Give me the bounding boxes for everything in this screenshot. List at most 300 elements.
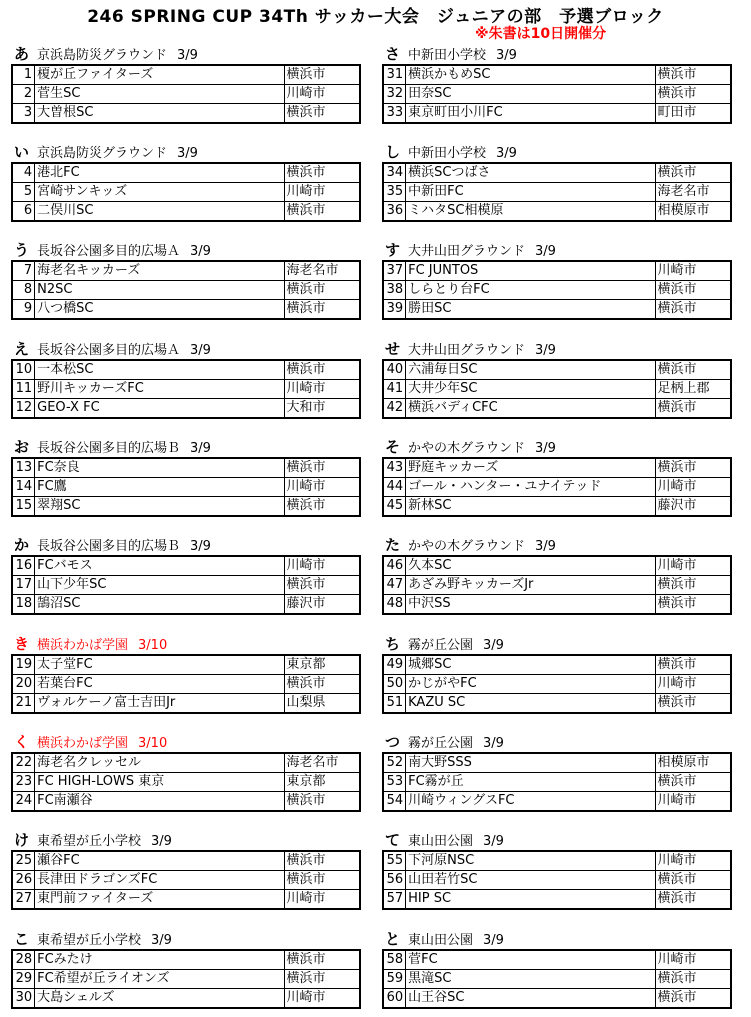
team-city: 横浜市 [284,300,360,320]
team-table [382,850,732,910]
team-number: 24 [12,792,35,812]
group-letter: お [14,438,30,456]
team-table [382,359,732,419]
table-row [12,478,360,497]
team-city: 横浜市 [284,851,360,871]
venue-name: 東希望が丘小学校 [37,933,142,948]
venue-name: 長坂谷公園多目的広場Ａ [37,343,181,358]
venue-name: 霧が丘公園 [408,736,474,751]
table-row [383,871,731,890]
team-table [11,260,361,320]
team-name: 中沢SS [406,595,655,615]
team-city: 横浜市 [655,773,731,792]
team-city: 横浜市 [655,970,731,989]
team-number: 53 [383,773,406,792]
group-letter: し [385,143,401,161]
group-block [11,634,361,714]
team-name: 若葉台FC [35,675,284,694]
team-city: 川崎市 [284,478,360,497]
team-city: 横浜市 [655,989,731,1009]
team-name: 黒滝SC [406,970,655,989]
team-number: 58 [383,950,406,970]
team-number: 2 [12,85,35,104]
team-city: 横浜市 [655,871,731,890]
team-city: 相模原市 [655,202,731,222]
table-row [12,694,360,714]
table-row [383,595,731,615]
group-block [382,830,732,910]
group-letter: え [14,340,30,358]
team-number: 1 [12,65,35,85]
team-number: 4 [12,163,35,183]
group-letter: そ [385,438,401,456]
team-city: 川崎市 [655,478,731,497]
team-name: 南大野SSS [406,753,655,773]
group-header [11,634,361,654]
table-row [12,655,360,675]
table-row [12,871,360,890]
team-number: 8 [12,281,35,300]
group-block [382,929,732,1009]
table-row [12,300,360,320]
group-letter: け [14,831,30,849]
team-name: 野川キッカーズFC [35,380,284,399]
team-number: 32 [383,85,406,104]
team-name: ヴォルケーノ富士吉田Jr [35,694,284,714]
group-header [11,437,361,457]
team-table [11,850,361,910]
team-name: 翠翔SC [35,497,284,517]
team-number: 17 [12,576,35,595]
group-header [382,830,732,850]
team-city: 東京都 [284,773,360,792]
match-date: 3/9 [151,834,172,849]
table-row [383,300,731,320]
table-row [383,753,731,773]
team-city: 川崎市 [655,556,731,576]
team-city: 海老名市 [284,753,360,773]
team-city: 川崎市 [655,675,731,694]
table-row [12,595,360,615]
venue-name: 長坂谷公園多目的広場Ｂ [37,441,181,456]
team-table [382,457,732,517]
table-row [12,753,360,773]
team-city: 川崎市 [284,85,360,104]
venue-name: かやの木グラウンド [408,441,526,456]
table-row [12,104,360,124]
group-block [382,142,732,222]
table-row [12,556,360,576]
group-header [11,240,361,260]
team-name: FC霧が丘 [406,773,655,792]
group-block [11,929,361,1009]
table-row [383,85,731,104]
team-table [11,162,361,222]
table-row [12,85,360,104]
team-number: 9 [12,300,35,320]
group-header [382,437,732,457]
team-number: 13 [12,458,35,478]
team-name: 菅FC [406,950,655,970]
team-name: FCバモス [35,556,284,576]
team-number: 14 [12,478,35,497]
match-date: 3/10 [138,638,168,653]
page-title: 246 SPRING CUP 34Th サッカー大会 ジュニアの部 予選ブロック [87,7,664,27]
team-city: 横浜市 [655,85,731,104]
table-row [383,399,731,419]
team-name: 城郷SC [406,655,655,675]
team-number: 47 [383,576,406,595]
group-letter: き [14,635,30,653]
team-city: 川崎市 [284,556,360,576]
table-row [383,497,731,517]
team-number: 59 [383,970,406,989]
team-name: 野庭キッカーズ [406,458,655,478]
team-number: 26 [12,871,35,890]
team-city: 横浜市 [284,497,360,517]
team-name: 横浜かもめSC [406,65,655,85]
group-header [382,634,732,654]
group-block [382,634,732,714]
team-table [382,162,732,222]
team-city: 横浜市 [284,792,360,812]
team-number: 60 [383,989,406,1009]
team-table [382,654,732,714]
table-row [383,65,731,85]
team-table [11,457,361,517]
group-letter: て [385,831,401,849]
team-number: 23 [12,773,35,792]
table-row [383,163,731,183]
table-row [12,675,360,694]
team-table [382,752,732,812]
team-number: 50 [383,675,406,694]
team-city: 横浜市 [655,458,731,478]
team-city: 横浜市 [655,281,731,300]
group-header [11,929,361,949]
team-table [11,949,361,1009]
team-table [382,260,732,320]
team-city: 藤沢市 [655,497,731,517]
team-number: 54 [383,792,406,812]
team-number: 27 [12,890,35,910]
match-date: 3/9 [190,244,211,259]
match-date: 3/10 [138,736,168,751]
group-header [382,929,732,949]
table-row [12,261,360,281]
group-letter: う [14,241,30,259]
team-number: 42 [383,399,406,419]
group-header [11,830,361,850]
table-row [383,773,731,792]
team-name: 新林SC [406,497,655,517]
team-city: 川崎市 [284,890,360,910]
table-row [383,576,731,595]
group-header [382,44,732,64]
match-date: 3/9 [190,441,211,456]
team-number: 35 [383,183,406,202]
table-row [383,281,731,300]
match-date: 3/9 [535,539,556,554]
group-block [11,535,361,615]
table-row [12,497,360,517]
venue-name: 東山田公園 [408,933,474,948]
team-name: 山田若竹SC [406,871,655,890]
group-letter: た [385,536,401,554]
team-number: 57 [383,890,406,910]
group-header [11,535,361,555]
team-number: 20 [12,675,35,694]
match-date: 3/9 [496,146,517,161]
team-name: 瀬谷FC [35,851,284,871]
team-number: 46 [383,556,406,576]
team-city: 横浜市 [655,399,731,419]
group-header [11,142,361,162]
team-name: 下河原NSC [406,851,655,871]
team-number: 5 [12,183,35,202]
venue-name: かやの木グラウンド [408,539,526,554]
team-name: 榎が丘ファイターズ [35,65,284,85]
group-letter: あ [14,45,30,63]
group-header [11,44,361,64]
team-number: 48 [383,595,406,615]
venue-name: 京浜島防災グラウンド [37,146,168,161]
group-letter: さ [385,45,401,63]
group-header [382,732,732,752]
group-block [11,142,361,222]
team-number: 44 [383,478,406,497]
team-name: 六浦毎日SC [406,360,655,380]
team-city: 東京都 [284,655,360,675]
table-row [12,773,360,792]
venue-name: 京浜島防災グラウンド [37,48,168,63]
team-number: 38 [383,281,406,300]
team-city: 藤沢市 [284,595,360,615]
team-name: 八つ橋SC [35,300,284,320]
table-row [12,851,360,871]
team-name: ゴール・ハンター・ユナイテッド [406,478,655,497]
table-row [383,360,731,380]
team-city: 横浜市 [284,970,360,989]
group-header [382,535,732,555]
team-name: KAZU SC [406,694,655,714]
team-name: 宮崎サンキッズ [35,183,284,202]
team-city: 大和市 [284,399,360,419]
group-header [11,732,361,752]
red-text-note: ※朱書は10日開催分 [475,26,607,42]
team-number: 16 [12,556,35,576]
team-name: 大曽根SC [35,104,284,124]
table-row [383,202,731,222]
team-name: FC鷹 [35,478,284,497]
group-block [11,830,361,910]
table-row [12,183,360,202]
match-date: 3/9 [190,539,211,554]
team-name: 太子堂FC [35,655,284,675]
team-city: 川崎市 [655,851,731,871]
venue-name: 横浜わかば学園 [37,736,129,751]
team-name: N2SC [35,281,284,300]
team-name: 東門前ファイターズ [35,890,284,910]
team-city: 横浜市 [284,360,360,380]
table-row [383,556,731,576]
team-name: 大島シェルズ [35,989,284,1009]
team-number: 36 [383,202,406,222]
table-row [12,281,360,300]
table-row [383,104,731,124]
venue-name: 霧が丘公園 [408,638,474,653]
team-table [11,64,361,124]
team-name: HIP SC [406,890,655,910]
team-number: 25 [12,851,35,871]
group-letter: す [385,241,401,259]
group-header [11,339,361,359]
team-city: 横浜市 [655,65,731,85]
team-city: 海老名市 [655,183,731,202]
table-row [383,851,731,871]
table-row [383,380,731,399]
team-city: 横浜市 [655,890,731,910]
team-city: 川崎市 [655,950,731,970]
venue-name: 大井山田グラウンド [408,244,526,259]
group-letter: か [14,536,30,554]
team-name: 長津田ドラゴンズFC [35,871,284,890]
venue-name: 長坂谷公園多目的広場Ｂ [37,539,181,554]
team-number: 10 [12,360,35,380]
team-city: 川崎市 [655,261,731,281]
team-name: 一本松SC [35,360,284,380]
team-city: 横浜市 [284,871,360,890]
team-name: 川崎ウィングスFC [406,792,655,812]
team-number: 18 [12,595,35,615]
table-row [383,989,731,1009]
table-row [12,970,360,989]
team-name: しらとり台FC [406,281,655,300]
venue-name: 東希望が丘小学校 [37,834,142,849]
team-number: 22 [12,753,35,773]
table-row [383,478,731,497]
table-row [383,675,731,694]
table-row [383,655,731,675]
team-city: 横浜市 [655,694,731,714]
group-letter: つ [385,733,401,751]
team-number: 11 [12,380,35,399]
group-letter: ち [385,635,401,653]
match-date: 3/9 [535,441,556,456]
team-number: 31 [383,65,406,85]
team-name: 横浜SCつばさ [406,163,655,183]
match-date: 3/9 [496,48,517,63]
team-city: 横浜市 [655,300,731,320]
team-city: 川崎市 [284,183,360,202]
team-name: 勝田SC [406,300,655,320]
venue-name: 中新田小学校 [408,146,487,161]
team-number: 33 [383,104,406,124]
group-block [382,44,732,124]
match-date: 3/9 [483,638,504,653]
team-city: 横浜市 [284,281,360,300]
table-row [12,792,360,812]
venue-name: 大井山田グラウンド [408,343,526,358]
team-city: 横浜市 [284,163,360,183]
venue-name: 長坂谷公園多目的広場Ａ [37,244,181,259]
team-city: 横浜市 [284,576,360,595]
table-row [383,458,731,478]
team-name: 山下少年SC [35,576,284,595]
team-name: FC HIGH-LOWS 東京 [35,773,284,792]
table-row [383,792,731,812]
group-block [11,240,361,320]
group-header [382,339,732,359]
team-table [382,555,732,615]
team-number: 40 [383,360,406,380]
team-name: 中新田FC [406,183,655,202]
group-block [11,732,361,812]
group-block [11,44,361,124]
group-block [382,339,732,419]
team-number: 15 [12,497,35,517]
team-number: 6 [12,202,35,222]
team-table [382,949,732,1009]
group-letter: こ [14,930,30,948]
team-city: 横浜市 [284,675,360,694]
team-name: 山王谷SC [406,989,655,1009]
team-name: 久本SC [406,556,655,576]
venue-name: 東山田公園 [408,834,474,849]
table-row [12,458,360,478]
team-name: 海老名キッカーズ [35,261,284,281]
group-letter: せ [385,340,401,358]
team-city: 海老名市 [284,261,360,281]
team-name: FC希望が丘ライオンズ [35,970,284,989]
table-row [383,970,731,989]
match-date: 3/9 [483,933,504,948]
team-number: 51 [383,694,406,714]
team-number: 41 [383,380,406,399]
team-name: 東京町田小川FC [406,104,655,124]
team-number: 39 [383,300,406,320]
team-city: 川崎市 [284,380,360,399]
table-row [383,261,731,281]
team-number: 52 [383,753,406,773]
team-number: 30 [12,989,35,1009]
group-block [382,535,732,615]
match-date: 3/9 [483,834,504,849]
match-date: 3/9 [151,933,172,948]
team-name: 海老名クレッセル [35,753,284,773]
team-table [382,64,732,124]
team-name: ミハタSC相模原 [406,202,655,222]
team-number: 19 [12,655,35,675]
table-row [12,989,360,1009]
team-city: 川崎市 [655,792,731,812]
team-name: FCみたけ [35,950,284,970]
group-block [382,732,732,812]
team-name: 大井少年SC [406,380,655,399]
team-number: 56 [383,871,406,890]
team-city: 川崎市 [284,989,360,1009]
team-number: 49 [383,655,406,675]
team-name: FC奈良 [35,458,284,478]
team-city: 横浜市 [655,576,731,595]
table-row [12,950,360,970]
team-name: GEO-X FC [35,399,284,419]
team-city: 相模原市 [655,753,731,773]
team-city: 横浜市 [284,65,360,85]
team-city: 横浜市 [655,655,731,675]
team-number: 7 [12,261,35,281]
group-block [11,437,361,517]
